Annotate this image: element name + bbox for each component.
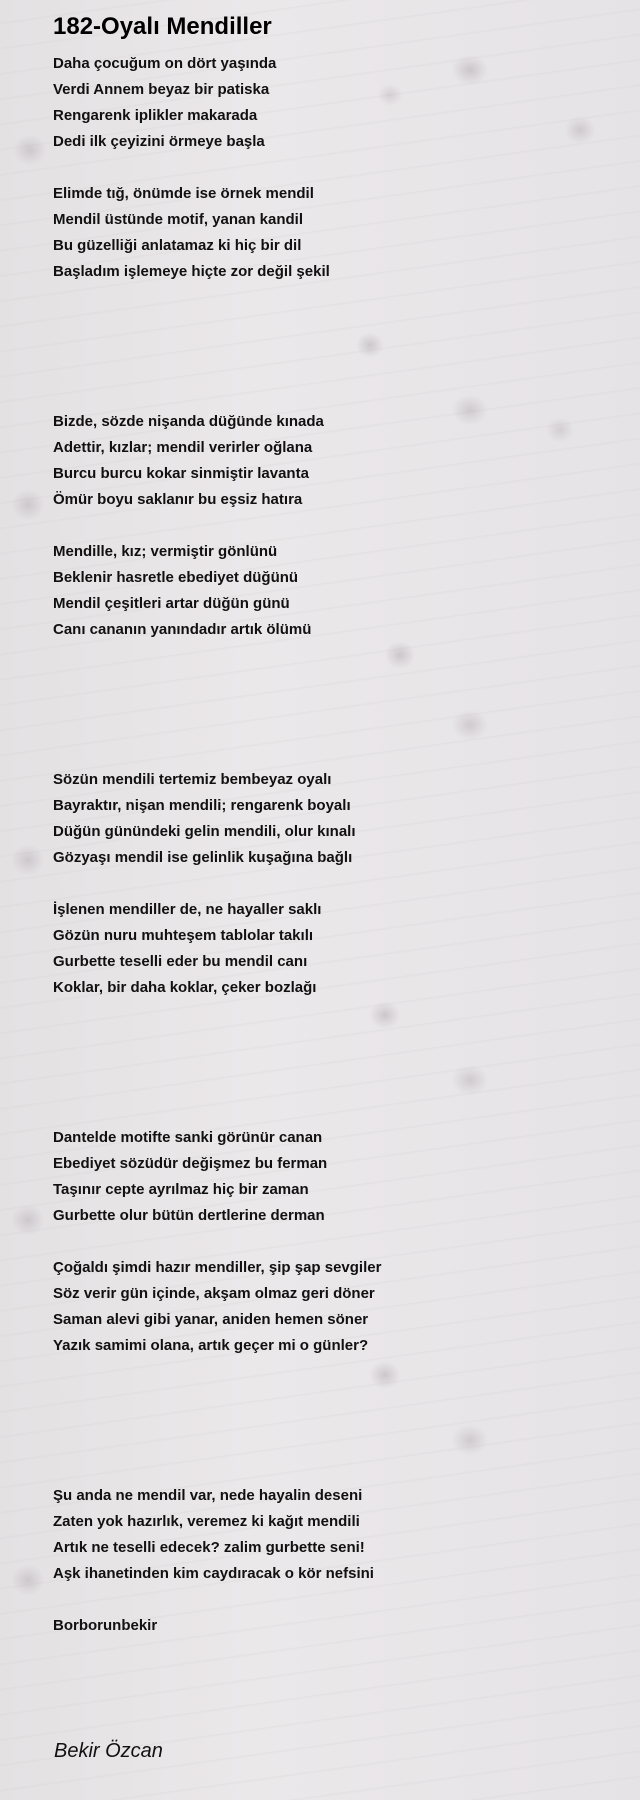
poem-line: Zaten yok hazırlık, veremez ki kağıt mendili <box>53 1513 360 1530</box>
stanza-group <box>53 409 613 643</box>
poem-line: Burcu burcu kokar sinmiştir lavanta <box>53 465 309 482</box>
stanza-group <box>53 1125 613 1359</box>
poem-line: Şu anda ne mendil var, nede hayalin deseni <box>53 1487 363 1504</box>
poem-line: Gözün nuru muhteşem tablolar takılı <box>53 927 314 944</box>
poem-line: Dantelde motifte sanki görünür canan <box>53 1129 323 1146</box>
poem-line: Gurbette olur bütün dertlerine derman <box>53 1207 325 1224</box>
poem-line: Ömür boyu saklanır bu eşsiz hatıra <box>53 491 303 508</box>
poem-line: Mendil çeşitleri artar düğün günü <box>53 595 290 612</box>
stanza <box>53 181 613 285</box>
poem-line: Adettir, kızlar; mendil verirler oğlana <box>53 439 313 456</box>
poem-line: Ebediyet sözüdür değişmez bu ferman <box>53 1155 328 1172</box>
stanza <box>53 897 613 1001</box>
poem-line: Bayraktır, nişan mendili; rengarenk boyalı <box>53 797 351 814</box>
poem-line: Verdi Annem beyaz bir patiska <box>53 81 270 98</box>
group-spacer <box>53 669 613 767</box>
stanza <box>53 51 613 155</box>
poem-line: Elimde tığ, önümde ise örnek mendil <box>53 185 314 202</box>
poem-line: İşlenen mendiller de, ne hayaller saklı <box>53 901 322 918</box>
stanza-group <box>53 1483 613 1639</box>
stanza-group <box>53 767 613 1001</box>
poem-line: Rengarenk iplikler makarada <box>53 107 258 124</box>
poem-line: Gözyaşı mendil ise gelinlik kuşağına bağlı <box>53 849 353 866</box>
poem-line: Taşınır cepte ayrılmaz hiç bir zaman <box>53 1181 309 1198</box>
stanza <box>53 1255 613 1359</box>
group-spacer <box>53 1027 613 1125</box>
poem-line: Çoğaldı şimdi hazır mendiller, şip şap sevgiler <box>53 1259 382 1276</box>
poem-line: Canı cananın yanındadır artık ölümü <box>53 621 312 638</box>
poem-body <box>53 51 613 1639</box>
poem-line: Yazık samimi olana, artık geçer mi o günler? <box>53 1337 369 1354</box>
poem-line: Başladım işlemeye hiçte zor değil şekil <box>53 263 330 280</box>
poem-line: Mendil üstünde motif, yanan kandil <box>53 211 304 228</box>
poem-line: Bu güzelliği anlatamaz ki hiç bir dil <box>53 237 302 254</box>
poem-line: Koklar, bir daha koklar, çeker bozlağı <box>53 979 317 996</box>
poem-line: Söz verir gün içinde, akşam olmaz geri döner <box>53 1285 375 1302</box>
poem-line: Mendille, kız; vermiştir gönlünü <box>53 543 278 560</box>
poem-line: Aşk ihanetinden kim caydıracak o kör nefsini <box>53 1565 374 1582</box>
stanza <box>53 409 613 513</box>
poem-line: Saman alevi gibi yanar, aniden hemen söner <box>53 1311 369 1328</box>
author-name: Bekir Özcan <box>54 1740 163 1762</box>
poem-line: Bizde, sözde nişanda düğünde kınada <box>53 413 324 430</box>
stanza <box>53 1483 613 1587</box>
stanza <box>53 1125 613 1229</box>
poem-title: 182-Oyalı Mendiller <box>53 13 272 40</box>
poem-line: Artık ne teselli edecek? zalim gurbette seni! <box>53 1539 365 1556</box>
stanza <box>53 539 613 643</box>
poem-line: Beklenir hasretle ebediyet düğünü <box>53 569 299 586</box>
group-spacer <box>53 1385 613 1483</box>
poem-line: Sözün mendili tertemiz bembeyaz oyalı <box>53 771 332 788</box>
poem-signature: Borborunbekir <box>53 1617 158 1634</box>
group-spacer <box>53 311 613 409</box>
poem-line: Dedi ilk çeyizini örmeye başla <box>53 133 265 150</box>
poem-line: Gurbette teselli eder bu mendil canı <box>53 953 308 970</box>
stanza-group <box>53 51 613 285</box>
poem-line: Düğün günündeki gelin mendili, olur kınalı <box>53 823 356 840</box>
stanza <box>53 767 613 871</box>
poem-line: Daha çocuğum on dört yaşında <box>53 55 277 72</box>
